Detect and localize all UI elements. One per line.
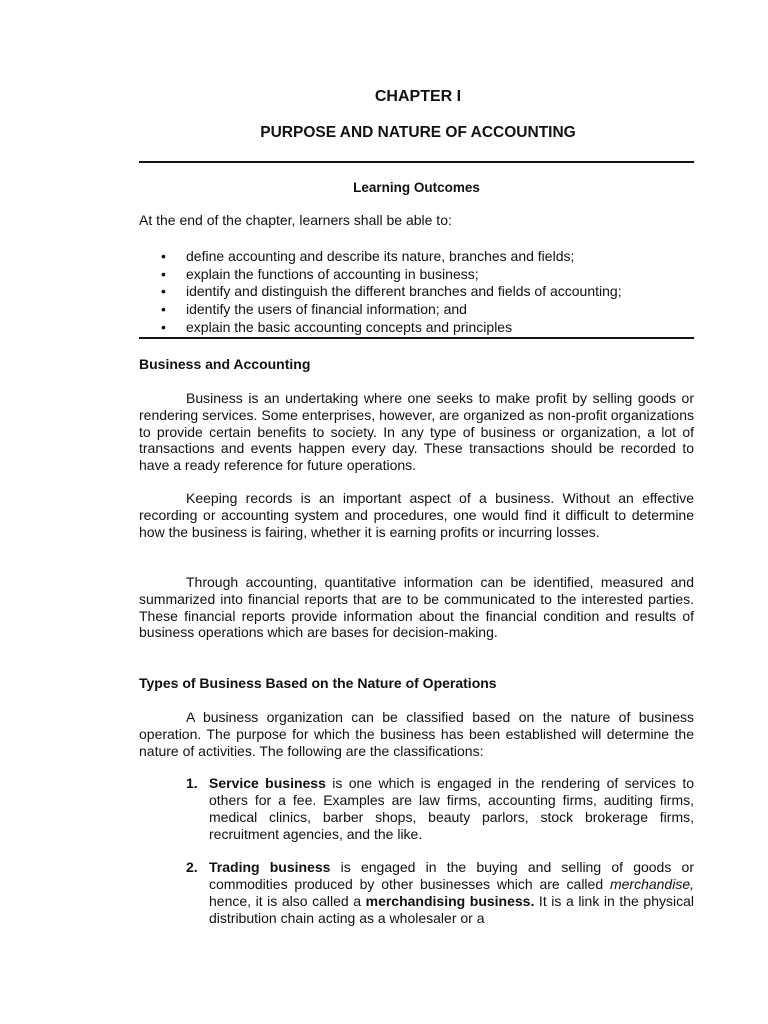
top-divider xyxy=(139,161,694,163)
item-number: 1. xyxy=(186,775,198,791)
bottom-divider xyxy=(139,337,694,339)
outcome-text: define accounting and describe its nature, branches and fields; xyxy=(186,248,575,264)
chapter-title: PURPOSE AND NATURE OF ACCOUNTING xyxy=(260,124,576,141)
bullet-icon: • xyxy=(161,301,166,318)
business-accounting-heading: Business and Accounting xyxy=(139,356,311,372)
paragraph: Business is an undertaking where one seeks to make profit by selling goods or rendering services. Some enterprises, however, are organized as non-profit organizations to provide certain benefits to society. In any type of business or organization, a lot of transactions and events happen every day. These transactions should be recorded to have a ready reference for future operations. xyxy=(139,390,694,474)
list-item xyxy=(139,301,694,319)
list-item xyxy=(139,248,694,266)
item-term: Trading business xyxy=(209,859,331,875)
paragraph: Keeping records is an important aspect of a business. Without an effective recording or accounting system and procedures, one would find it difficult to determine how the business is fairing, whether it is earning profits or incurring losses. xyxy=(139,490,694,540)
learning-outcomes-list xyxy=(139,248,694,337)
item-term: Service business xyxy=(209,775,326,791)
list-item xyxy=(139,319,694,337)
bullet-icon: • xyxy=(161,248,166,264)
item-text: is engaged in the buying and selling of goods or commodities produced by other businesses which are called xyxy=(209,859,694,892)
item-number: 2. xyxy=(186,859,198,875)
learning-outcomes-intro: At the end of the chapter, learners shall be able to: xyxy=(139,212,452,228)
item-body xyxy=(209,859,694,927)
item-text: is one which is engaged in the rendering of services to others for a fee. Examples are law firms, accounting firms, auditing firms, medical clinics, barber shops, beauty parlors, stock brokerage firms, recruitment agencies, and the like. xyxy=(209,775,694,842)
list-item xyxy=(139,283,694,301)
bullet-icon: • xyxy=(161,283,166,300)
learning-outcomes-heading: Learning Outcomes xyxy=(353,180,480,195)
item-term: merchandising business. xyxy=(365,893,535,909)
types-of-business-heading: Types of Business Based on the Nature of Operations xyxy=(139,675,497,691)
item-text: hence, it is also called a xyxy=(209,893,366,909)
service-business-item xyxy=(186,775,694,843)
chapter-number: CHAPTER I xyxy=(374,88,462,105)
trading-business-item xyxy=(186,859,694,927)
outcome-text: identify and distinguish the different branches and fields of accounting; xyxy=(186,283,622,300)
item-italic-term: merchandise, xyxy=(609,876,694,892)
paragraph: Through accounting, quantitative information can be identified, measured and summarized into financial reports that are to be communicated to the interested parties. These financial reports provide information about the financial condition and results of business operations which are bases for decision-making. xyxy=(139,574,694,641)
outcome-text: identify the users of financial information; and xyxy=(186,301,467,318)
bullet-icon: • xyxy=(161,265,166,282)
bullet-icon: • xyxy=(161,318,166,335)
outcome-text: explain the functions of accounting in business; xyxy=(186,265,479,282)
item-body xyxy=(209,775,694,843)
item-text: It is a link in the physical distribution chain acting as a wholesaler or a xyxy=(209,893,694,926)
paragraph: A business organization can be classified based on the nature of business operation. The purpose for which the business has been established will determine the nature of activities. The following are the classifications: xyxy=(139,709,694,759)
outcome-text: explain the basic accounting concepts and principles xyxy=(186,318,513,335)
list-item xyxy=(139,266,694,284)
